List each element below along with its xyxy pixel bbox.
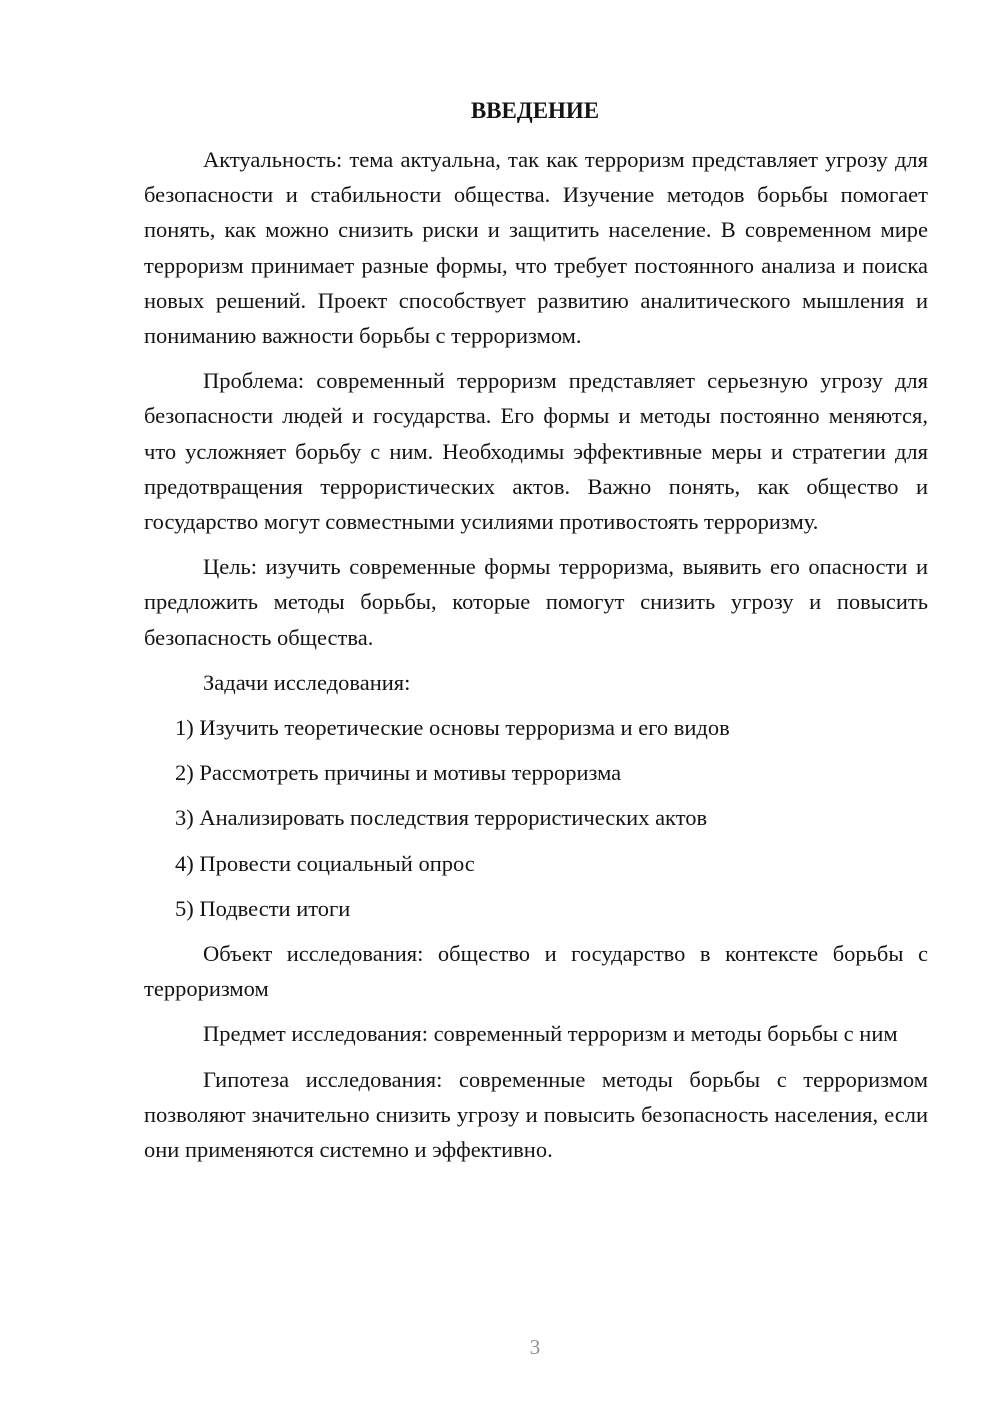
list-item: 1) Изучить теоретические основы терроризма и его видов	[175, 715, 730, 741]
goal-paragraph: Цель: изучить современные формы терроризма, выявить его опасности и предложить методы борьбы, которые помогут снизить угрозу и повысить безопасность общества.	[144, 554, 928, 650]
page-title: ВВЕДЕНИЕ	[470, 98, 600, 123]
list-item: 2) Рассмотреть причины и мотивы терроризма	[175, 760, 622, 786]
list-item: 4) Провести социальный опрос	[175, 850, 475, 876]
problem-paragraph: Проблема: современный терроризм представляет серьезную угрозу для безопасности людей и государства. Его формы и методы постоянно меняются, что усложняет борьбу с ним. Необходимы эффективные меры и стратегии для предотвращения террористических актов. Важно понять, как общество и государство могут совместными усилиями противостоять терроризму.	[144, 368, 928, 535]
relevance-paragraph: Актуальность: тема актуальна, так как терроризм представляет угрозу для безопасности и стабильности общества. Изучение методов борьбы помогает понять, как можно снизить риски и защитить население. В современном мире терроризм принимает разные формы, что требует постоянного анализа и поиска новых решений. Проект способствует развитию аналитического мышления и пониманию важности борьбы с терроризмом.	[144, 147, 928, 349]
page-number: 3	[529, 1335, 541, 1359]
object-paragraph: Объект исследования: общество и государство в контексте борьбы с терроризмом	[144, 941, 928, 1002]
hypothesis-paragraph: Гипотеза исследования: современные методы борьбы с терроризмом позволяют значительно снизить угрозу и повысить безопасность населения, если они применяются системно и эффективно.	[144, 1066, 928, 1163]
tasks-heading: Задачи исследования:	[203, 669, 411, 695]
list-item: 3) Анализировать последствия террористических актов	[175, 805, 708, 831]
list-item: 5) Подвести итоги	[175, 895, 351, 921]
task-list	[144, 710, 928, 926]
subject-paragraph: Предмет исследования: современный терроризм и методы борьбы с ним	[203, 1021, 898, 1047]
document-body	[144, 142, 928, 1177]
